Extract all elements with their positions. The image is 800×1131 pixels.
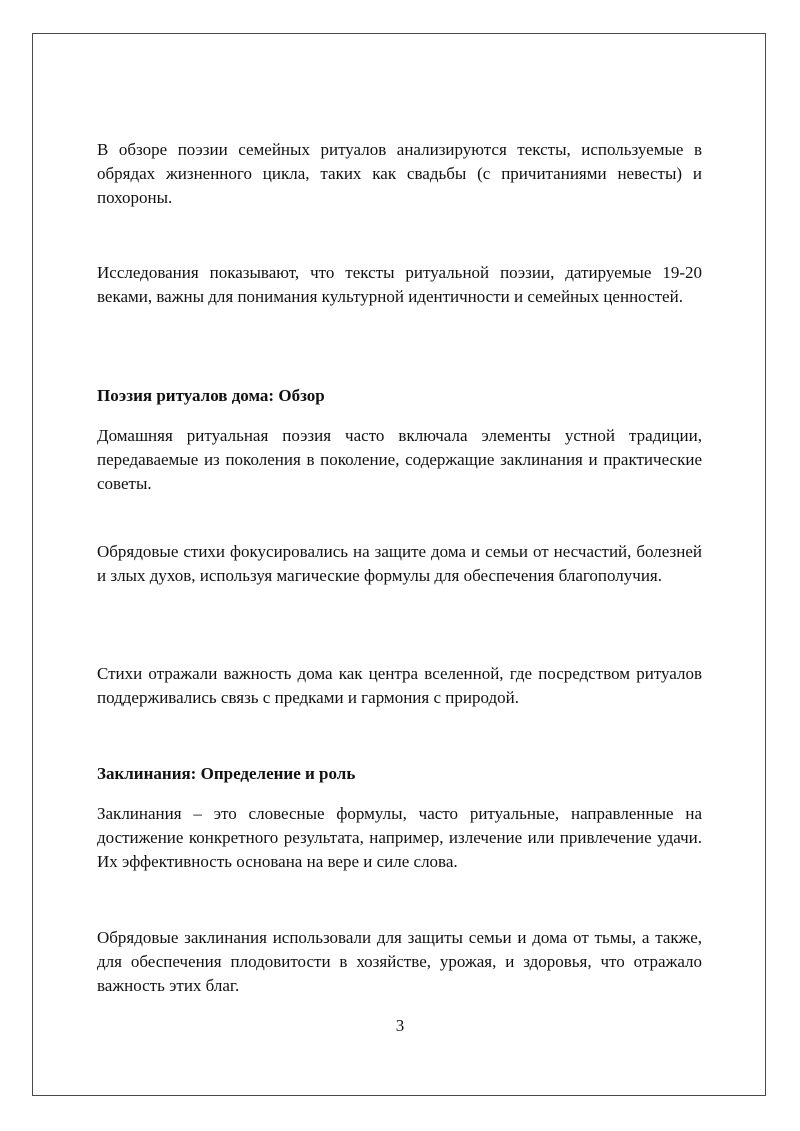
section-heading-home-rituals: Поэзия ритуалов дома: Обзор: [97, 386, 325, 405]
home-rituals-paragraph-2: Обрядовые стихи фокусировались на защите дома и семьи от несчастий, болезней и злых духов, используя магические формулы для обеспечения благополучия.: [97, 542, 702, 585]
home-rituals-paragraph-3: Стихи отражали важность дома как центра вселенной, где посредством ритуалов поддерживались связь с предками и гармония с природой.: [97, 664, 702, 707]
spells-paragraph-2: Обрядовые заклинания использовали для защиты семьи и дома от тьмы, а также, для обеспечения плодовитости в хозяйстве, урожая, и здоровья, что отражало важность этих благ.: [97, 928, 702, 995]
page-number: 3: [395, 1016, 405, 1035]
intro-paragraph-1: В обзоре поэзии семейных ритуалов анализируются тексты, используемые в обрядах жизненного цикла, таких как свадьбы (с причитаниями невесты) и похороны.: [97, 140, 702, 207]
home-rituals-paragraph-1: Домашняя ритуальная поэзия часто включала элементы устной традиции, передаваемые из поколения в поколение, содержащие заклинания и практические советы.: [97, 426, 702, 493]
spells-paragraph-1: Заклинания – это словесные формулы, часто ритуальные, направленные на достижение конкретного результата, например, излечение или привлечение удачи. Их эффективность основана на вере и силе слова.: [97, 804, 702, 871]
section-heading-spells: Заклинания: Определение и роль: [97, 764, 356, 783]
intro-paragraph-2: Исследования показывают, что тексты ритуальной поэзии, датируемые 19-20 веками, важны для понимания культурной идентичности и семейных ценностей.: [97, 263, 702, 306]
